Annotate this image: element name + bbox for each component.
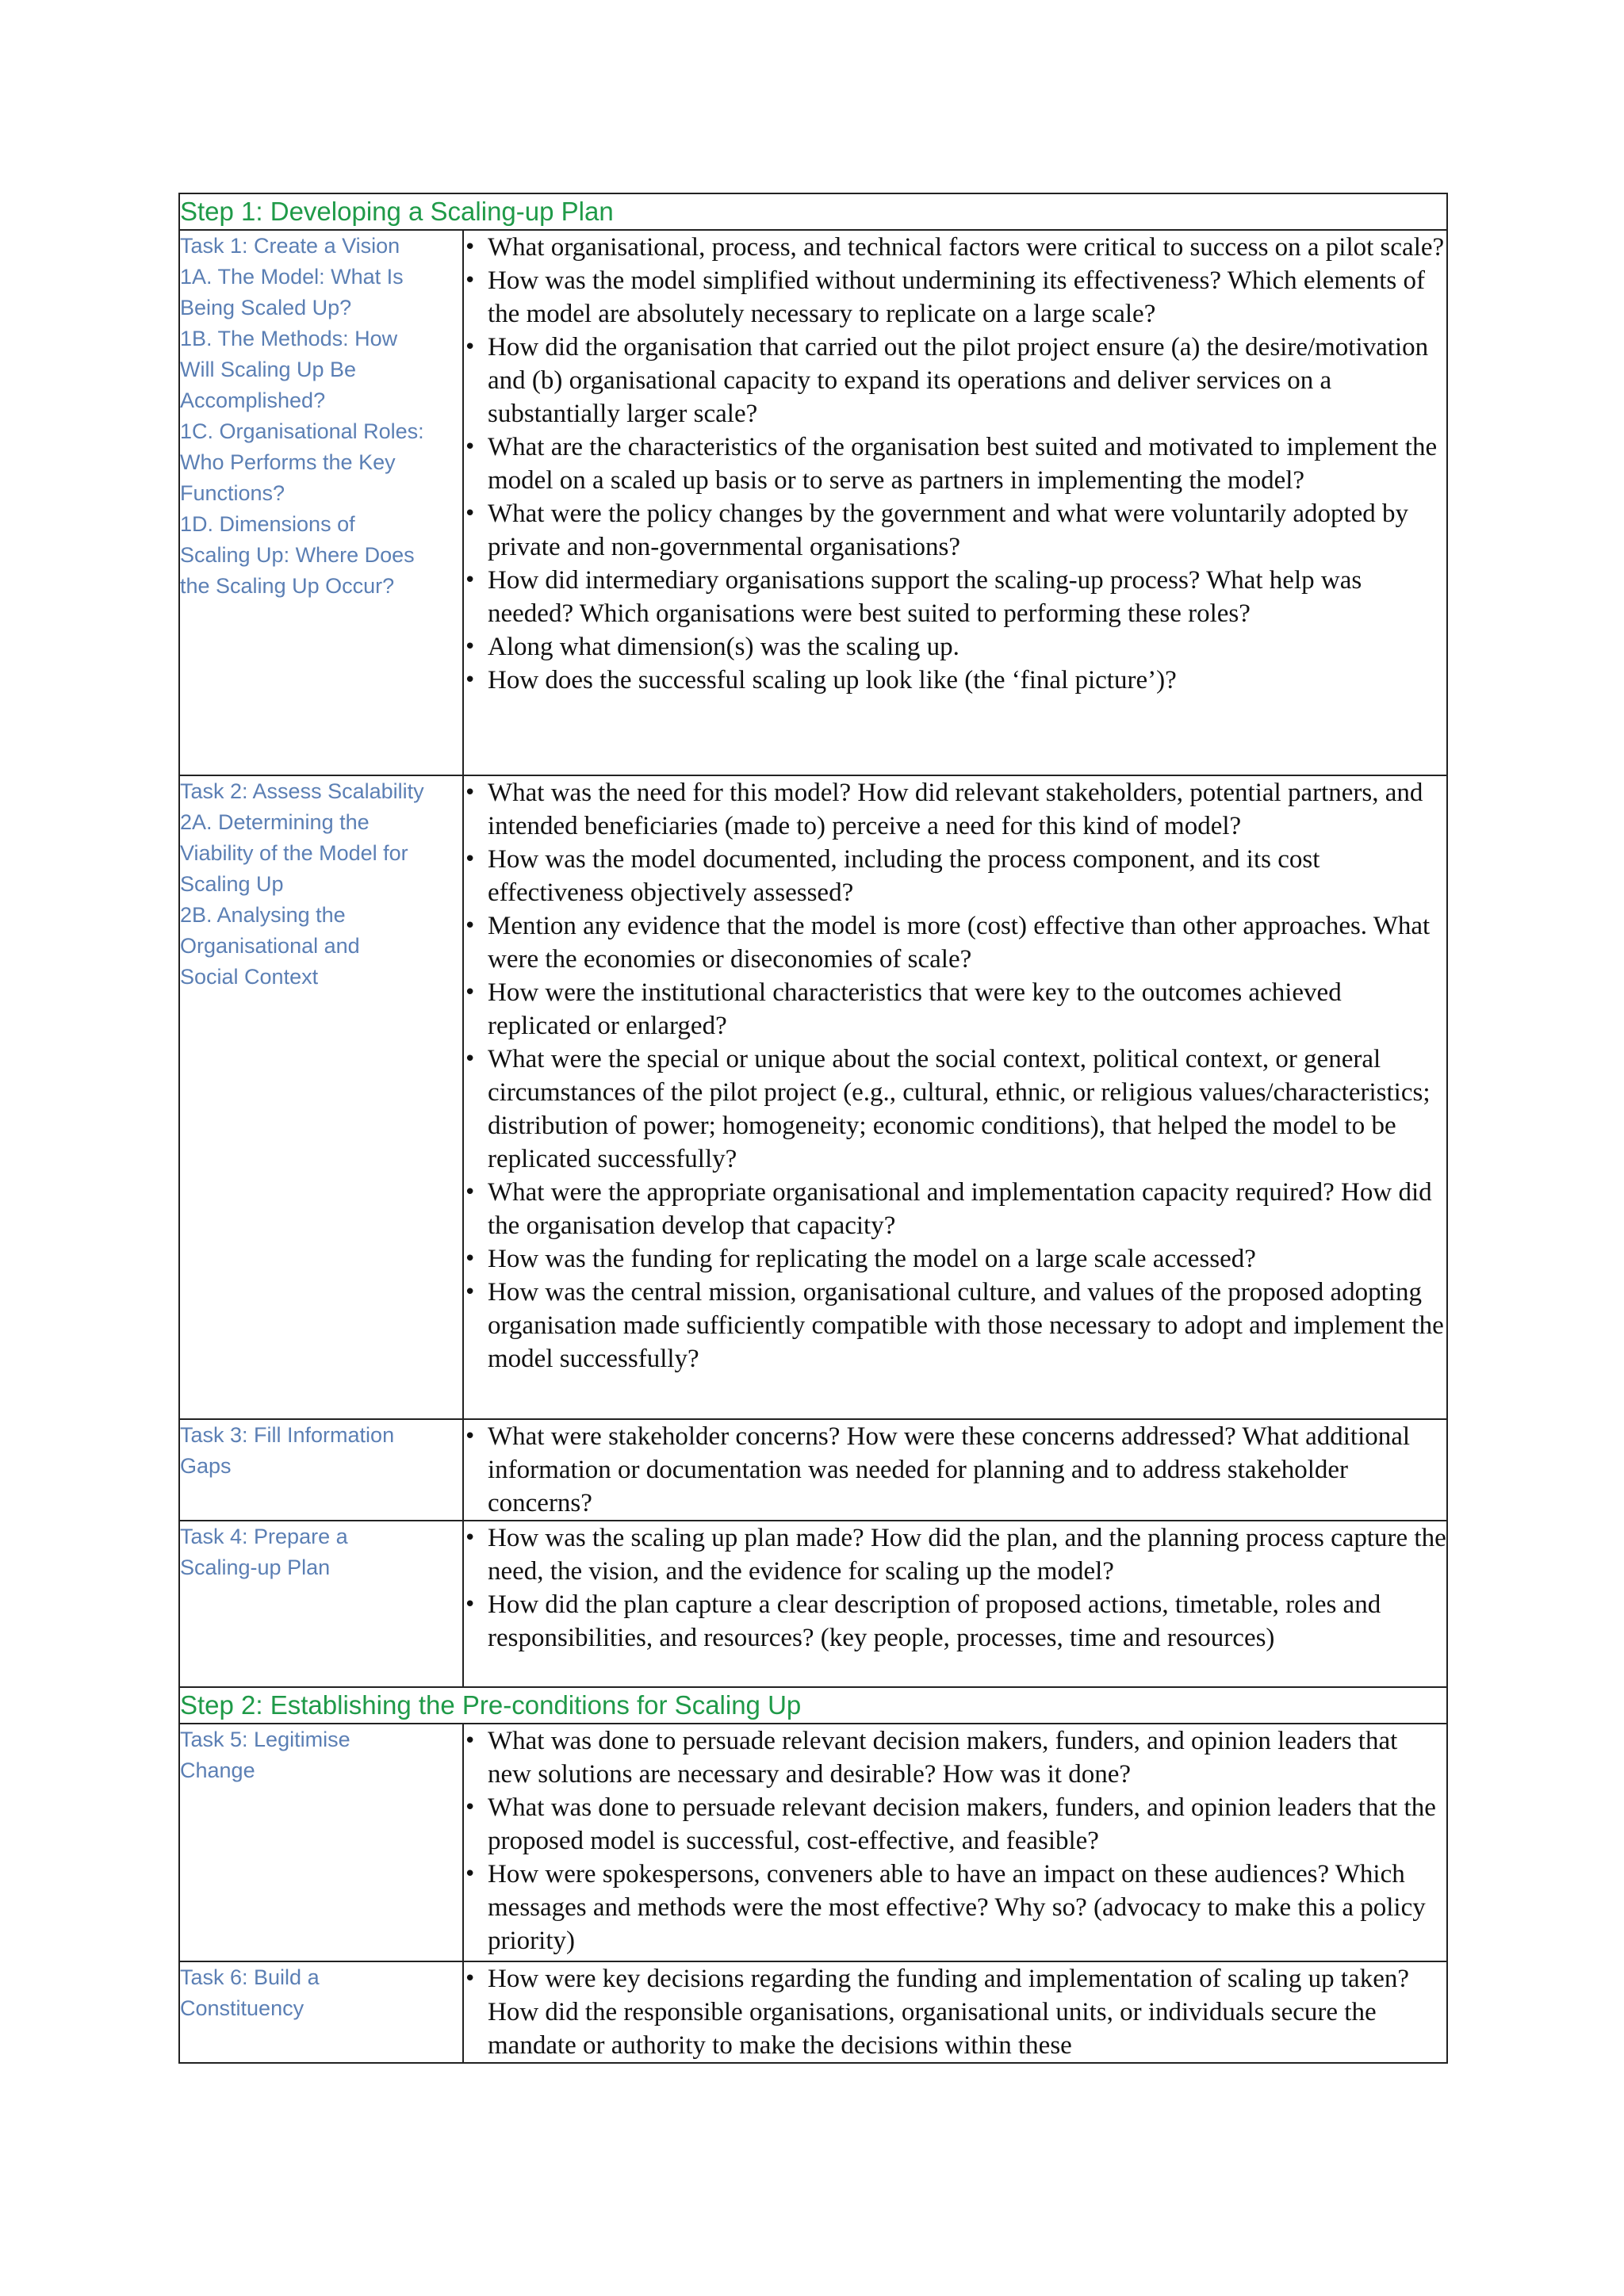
task-line: Task 3: Fill Information (180, 1423, 395, 1447)
task-4-label (179, 1521, 463, 1687)
question-item: • Mention any evidence that the model is more (cost) effective than other approaches. What were the economies or diseconomies of scale? (464, 909, 1446, 976)
question-item: • How were spokespersons, conveners able to have an impact on these audiences? Which messages and methods were the most effective? Why so? (advocacy to make this a policy priority) (464, 1858, 1446, 1957)
table-row (179, 1521, 1447, 1687)
task-4-questions (463, 1521, 1447, 1687)
question-item: • How was the funding for replicating the model on a large scale accessed? (464, 1242, 1446, 1276)
table-row (179, 1419, 1447, 1521)
task-line: Task 6: Build a (180, 1965, 320, 1989)
task-line: Change (180, 1758, 255, 1782)
task-line: Functions? (180, 481, 285, 505)
task-line: Task 4: Prepare a (180, 1525, 348, 1548)
task-1-questions (463, 230, 1447, 775)
question-item: • What organisational, process, and technical factors were critical to success on a pilot scale? (464, 231, 1446, 264)
question-item: • What were the special or unique about the social context, political context, or general circumstances of the pilot project (e.g., cultural, ethnic, or religious values/characteristics; distribution of power; homogeneity; economic conditions), that helped the model to be replicated successfully? (464, 1043, 1446, 1176)
question-item: • How were key decisions regarding the funding and implementation of scaling up taken? How did the responsible organisations, organisational units, or individuals secure the mandate or authority to make the decisions within these (464, 1962, 1446, 2062)
table-row (179, 1724, 1447, 1961)
question-item: • How does the successful scaling up look like (the ‘final picture’)? (464, 664, 1446, 697)
task-line: Gaps (180, 1454, 232, 1478)
task-line: Task 2: Assess Scalability (180, 779, 424, 803)
task-line: 1D. Dimensions of (180, 512, 355, 536)
task-line: 2B. Analysing the (180, 903, 346, 927)
task-6-label (179, 1961, 463, 2063)
question-item: • What was done to persuade relevant decision makers, funders, and opinion leaders that the proposed model is successful, cost-effective, and feasible? (464, 1791, 1446, 1858)
step-2-title: Step 2: Establishing the Pre-conditions for Scaling Up (179, 1687, 1447, 1724)
question-item: • How did the organisation that carried out the pilot project ensure (a) the desire/motivation and (b) organisational capacity to expand its operations and deliver services on a substantially larger scale? (464, 331, 1446, 430)
question-item: • How was the scaling up plan made? How did the plan, and the planning process capture the need, the vision, and the evidence for scaling up the model? (464, 1521, 1446, 1588)
task-line: 1B. The Methods: How (180, 327, 398, 350)
question-item: • What were the policy changes by the government and what were voluntarily adopted by private and non-governmental organisations? (464, 497, 1446, 564)
table-row (179, 775, 1447, 1419)
question-item: • What were the appropriate organisational and implementation capacity required? How did the organisation develop that capacity? (464, 1176, 1446, 1242)
task-3-questions (463, 1419, 1447, 1521)
scaling-up-questions-table (178, 193, 1448, 2064)
task-5-questions (463, 1724, 1447, 1961)
question-item: • What are the characteristics of the organisation best suited and motivated to implement the model on a scaled up basis or to serve as partners in implementing the model? (464, 430, 1446, 497)
task-2-label (179, 775, 463, 1419)
task-2-questions (463, 775, 1447, 1419)
task-line: Scaling Up (180, 872, 284, 896)
question-item: • Along what dimension(s) was the scaling up. (464, 630, 1446, 664)
task-line: Constituency (180, 1996, 304, 2020)
task-line: the Scaling Up Occur? (180, 574, 395, 598)
task-line: Accomplished? (180, 388, 326, 412)
task-line: Scaling Up: Where Does (180, 543, 415, 567)
question-item: • What were stakeholder concerns? How were these concerns addressed? What additional information or documentation was needed for planning and to address stakeholder concerns? (464, 1420, 1446, 1520)
task-line: Being Scaled Up? (180, 296, 352, 320)
question-item: • How was the model documented, including the process component, and its cost effectiveness objectively assessed? (464, 843, 1446, 909)
question-item: • How was the central mission, organisational culture, and values of the proposed adopting organisation made sufficiently compatible with those necessary to adopt and implement the model successfully? (464, 1276, 1446, 1376)
task-line: Will Scaling Up Be (180, 358, 357, 381)
task-line: Who Performs the Key (180, 450, 396, 474)
question-item: • What was the need for this model? How did relevant stakeholders, potential partners, and intended beneficiaries (made to) perceive a need for this kind of model? (464, 776, 1446, 843)
task-5-label (179, 1724, 463, 1961)
task-line: Organisational and (180, 934, 360, 958)
step-1-title: Step 1: Developing a Scaling-up Plan (179, 193, 1447, 230)
question-item: • How did the plan capture a clear description of proposed actions, timetable, roles and responsibilities, and resources? (key people, processes, time and resources) (464, 1588, 1446, 1655)
table-row (179, 1961, 1447, 2063)
question-item: • What was done to persuade relevant decision makers, funders, and opinion leaders that new solutions are necessary and desirable? How was it done? (464, 1724, 1446, 1791)
task-3-label (179, 1419, 463, 1521)
task-line: Task 5: Legitimise (180, 1728, 350, 1751)
task-6-questions (463, 1961, 1447, 2063)
task-line: 1C. Organisational Roles: (180, 419, 424, 443)
task-line: Task 1: Create a Vision (180, 234, 400, 258)
question-item: • How were the institutional characteristics that were key to the outcomes achieved replicated or enlarged? (464, 976, 1446, 1043)
task-line: Viability of the Model for (180, 841, 408, 865)
task-line: 1A. The Model: What Is (180, 265, 404, 289)
task-1-label (179, 230, 463, 775)
question-item: • How did intermediary organisations support the scaling-up process? What help was needed? Which organisations were best suited to performing these roles? (464, 564, 1446, 630)
task-line: Scaling-up Plan (180, 1556, 331, 1579)
task-line: 2A. Determining the (180, 810, 370, 834)
question-item: • How was the model simplified without undermining its effectiveness? Which elements of the model are absolutely necessary to replicate on a large scale? (464, 264, 1446, 331)
task-line: Social Context (180, 965, 319, 989)
table-row (179, 230, 1447, 775)
